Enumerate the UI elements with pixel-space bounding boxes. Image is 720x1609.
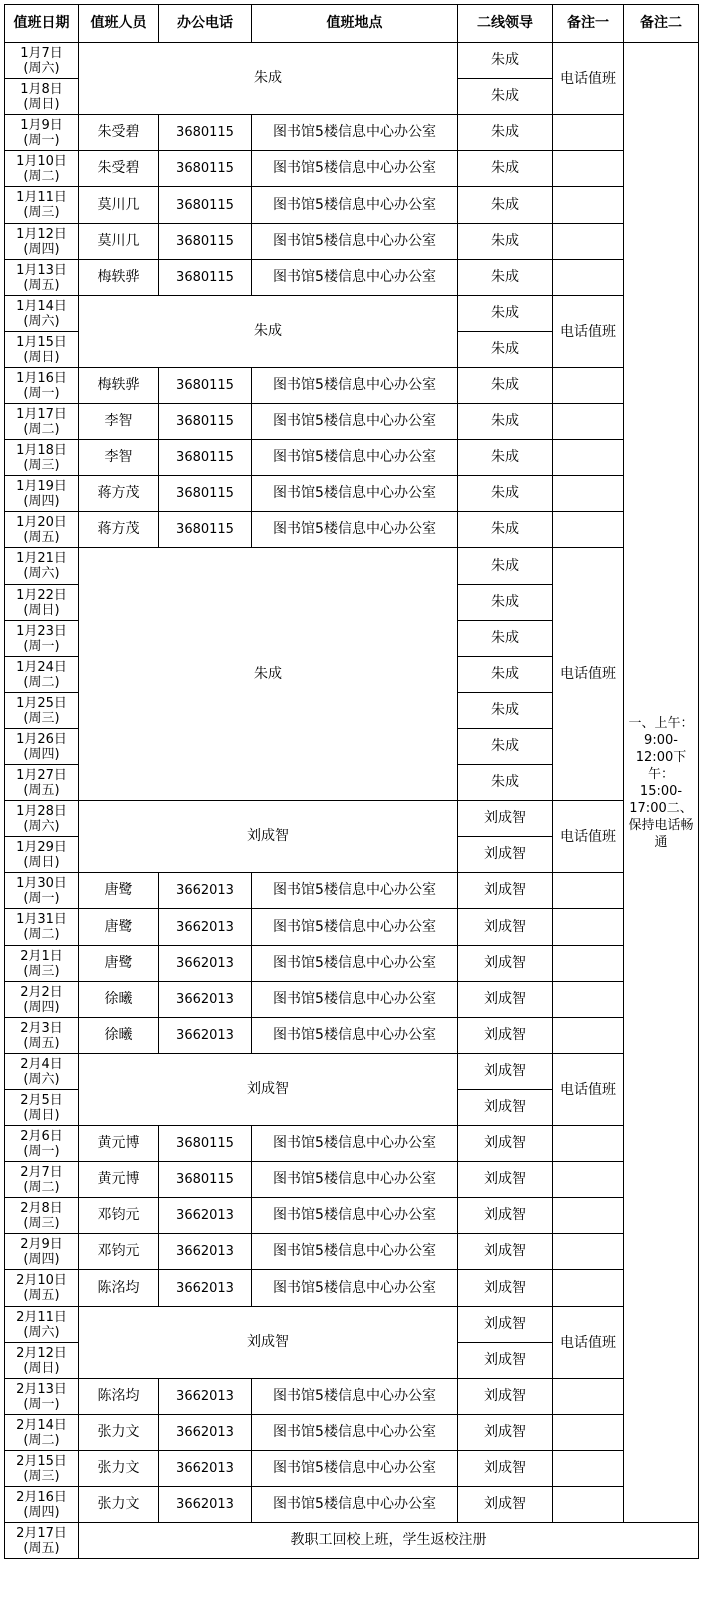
weekday-label: (周四) xyxy=(23,1251,60,1267)
second-line-leader-cell: 朱成 xyxy=(457,656,553,693)
date-label: 1月28日 xyxy=(16,803,67,819)
note1-empty-cell xyxy=(552,1125,624,1162)
note1-empty-cell xyxy=(552,1161,624,1198)
second-line-leader-cell: 刘成智 xyxy=(457,1197,553,1234)
weekday-label: (周日) xyxy=(23,1360,60,1376)
last-row-notice-cell: 教职工回校上班，学生返校注册 xyxy=(78,1522,699,1559)
date-label: 1月7日 xyxy=(20,45,63,61)
note1-empty-cell xyxy=(552,403,624,440)
duty-location-cell: 图书馆5楼信息中心办公室 xyxy=(251,439,458,476)
note1-empty-cell xyxy=(552,1414,624,1451)
date-label: 2月11日 xyxy=(16,1309,67,1325)
duty-person-cell: 陈洺均 xyxy=(78,1269,159,1307)
date-label: 2月13日 xyxy=(16,1381,67,1397)
duty-location-cell: 图书馆5楼信息中心办公室 xyxy=(251,1017,458,1054)
office-phone-cell: 3680115 xyxy=(158,223,252,260)
duty-person-cell: 李智 xyxy=(78,439,159,476)
date-label: 1月8日 xyxy=(20,81,63,97)
note1-empty-cell xyxy=(552,1017,624,1054)
date-cell xyxy=(4,223,79,260)
second-line-leader-cell: 朱成 xyxy=(457,78,553,115)
weekday-label: (周二) xyxy=(23,1432,60,1448)
second-line-leader-cell: 朱成 xyxy=(457,475,553,512)
date-label: 2月3日 xyxy=(20,1020,63,1036)
duty-person-cell: 邓钧元 xyxy=(78,1197,159,1234)
weekday-label: (周六) xyxy=(23,313,60,329)
second-line-leader-cell: 刘成智 xyxy=(457,1414,553,1451)
date-cell xyxy=(4,150,79,187)
weekday-label: (周日) xyxy=(23,1107,60,1123)
merged-duty-cell: 刘成智 xyxy=(78,1053,458,1126)
second-line-leader-cell: 朱成 xyxy=(457,584,553,621)
date-label: 1月30日 xyxy=(16,875,67,891)
second-line-leader-cell: 刘成智 xyxy=(457,1306,553,1343)
date-label: 2月6日 xyxy=(20,1128,63,1144)
date-label: 2月10日 xyxy=(16,1273,67,1288)
weekday-label: (周二) xyxy=(23,168,60,184)
second-line-leader-cell: 刘成智 xyxy=(457,1125,553,1162)
office-phone-cell: 3680115 xyxy=(158,150,252,187)
second-line-leader-cell: 朱成 xyxy=(457,692,553,729)
date-cell xyxy=(4,1306,79,1343)
second-line-leader-cell: 朱成 xyxy=(457,439,553,476)
duty-location-cell: 图书馆5楼信息中心办公室 xyxy=(251,945,458,982)
duty-person-cell: 朱受碧 xyxy=(78,114,159,151)
header-cell: 值班人员 xyxy=(78,4,159,43)
date-label: 1月18日 xyxy=(16,442,67,458)
date-label: 2月9日 xyxy=(20,1236,63,1252)
office-phone-cell: 3662013 xyxy=(158,945,252,982)
duty-person-cell: 黄元博 xyxy=(78,1125,159,1162)
duty-person-cell: 梅轶骅 xyxy=(78,259,159,296)
note1-cell: 电话值班 xyxy=(552,42,624,115)
weekday-label: (周一) xyxy=(23,1143,60,1159)
weekday-label: (周二) xyxy=(23,674,60,690)
weekday-label: (周六) xyxy=(23,60,60,76)
weekday-label: (周五) xyxy=(23,277,60,293)
weekday-label: (周二) xyxy=(23,421,60,437)
note1-cell: 电话值班 xyxy=(552,800,624,873)
second-line-leader-cell: 刘成智 xyxy=(457,836,553,873)
second-line-leader-cell: 刘成智 xyxy=(457,1450,553,1487)
date-cell xyxy=(4,42,79,79)
note1-cell: 电话值班 xyxy=(552,295,624,368)
second-line-leader-cell: 朱成 xyxy=(457,367,553,404)
weekday-label: (周五) xyxy=(23,1035,60,1051)
date-cell xyxy=(4,584,79,621)
date-cell xyxy=(4,800,79,837)
weekday-label: (周三) xyxy=(23,710,60,726)
office-phone-cell: 3662013 xyxy=(158,872,252,909)
weekday-label: (周二) xyxy=(23,927,60,942)
weekday-label: (周四) xyxy=(23,1504,60,1520)
office-phone-cell: 3662013 xyxy=(158,1197,252,1234)
date-label: 1月12日 xyxy=(16,226,67,242)
date-label: 2月1日 xyxy=(20,948,63,964)
weekday-label: (周四) xyxy=(23,493,60,509)
note1-empty-cell xyxy=(552,511,624,548)
office-phone-cell: 3662013 xyxy=(158,1378,252,1415)
second-line-leader-cell: 刘成智 xyxy=(457,1342,553,1379)
date-cell xyxy=(4,1378,79,1415)
date-cell xyxy=(4,836,79,873)
duty-location-cell: 图书馆5楼信息中心办公室 xyxy=(251,1161,458,1198)
date-label: 2月17日 xyxy=(16,1525,67,1541)
date-cell xyxy=(4,186,79,224)
duty-person-cell: 邓钧元 xyxy=(78,1233,159,1270)
date-cell xyxy=(4,764,79,801)
date-cell xyxy=(4,475,79,512)
second-line-leader-cell: 刘成智 xyxy=(457,1089,553,1126)
date-label: 2月7日 xyxy=(20,1164,63,1180)
date-label: 1月9日 xyxy=(20,117,63,133)
merged-duty-cell: 朱成 xyxy=(78,547,458,801)
weekday-label: (周五) xyxy=(23,1288,60,1303)
date-cell xyxy=(4,620,79,657)
date-label: 1月13日 xyxy=(16,262,67,278)
date-cell xyxy=(4,945,79,982)
date-label: 1月14日 xyxy=(16,298,67,314)
note1-empty-cell xyxy=(552,1197,624,1234)
office-phone-cell: 3680115 xyxy=(158,439,252,476)
note1-empty-cell xyxy=(552,1269,624,1307)
date-label: 1月17日 xyxy=(16,406,67,422)
date-cell xyxy=(4,981,79,1018)
date-cell xyxy=(4,692,79,729)
duty-location-cell: 图书馆5楼信息中心办公室 xyxy=(251,1125,458,1162)
duty-location-cell: 图书馆5楼信息中心办公室 xyxy=(251,872,458,909)
note1-empty-cell xyxy=(552,114,624,151)
date-label: 2月15日 xyxy=(16,1453,67,1469)
weekday-label: (周六) xyxy=(23,1071,60,1087)
date-label: 1月19日 xyxy=(16,478,67,494)
date-label: 2月12日 xyxy=(16,1345,67,1361)
office-phone-cell: 3662013 xyxy=(158,1450,252,1487)
date-label: 1月10日 xyxy=(16,153,67,169)
date-cell xyxy=(4,439,79,476)
date-cell xyxy=(4,1233,79,1270)
header-cell: 备注二 xyxy=(623,4,699,43)
merged-duty-cell: 刘成智 xyxy=(78,800,458,873)
second-line-leader-cell: 刘成智 xyxy=(457,945,553,982)
second-line-leader-cell: 朱成 xyxy=(457,728,553,765)
date-label: 1月16日 xyxy=(16,370,67,386)
merged-duty-cell: 朱成 xyxy=(78,295,458,368)
date-label: 1月21日 xyxy=(16,551,67,566)
office-phone-cell: 3662013 xyxy=(158,1414,252,1451)
date-cell xyxy=(4,1197,79,1234)
second-line-leader-cell: 朱成 xyxy=(457,764,553,801)
date-cell xyxy=(4,331,79,368)
weekday-label: (周三) xyxy=(23,457,60,473)
date-cell xyxy=(4,295,79,332)
duty-location-cell: 图书馆5楼信息中心办公室 xyxy=(251,1414,458,1451)
weekday-label: (周一) xyxy=(23,1396,60,1412)
merged-duty-cell: 朱成 xyxy=(78,42,458,115)
duty-location-cell: 图书馆5楼信息中心办公室 xyxy=(251,186,458,224)
note1-cell: 电话值班 xyxy=(552,547,624,801)
office-phone-cell: 3662013 xyxy=(158,1017,252,1054)
date-cell xyxy=(4,908,79,946)
second-line-leader-cell: 刘成智 xyxy=(457,1017,553,1054)
note1-empty-cell xyxy=(552,186,624,224)
weekday-label: (周五) xyxy=(23,1540,60,1556)
second-line-leader-cell: 朱成 xyxy=(457,403,553,440)
second-line-leader-cell: 刘成智 xyxy=(457,1161,553,1198)
weekday-label: (周日) xyxy=(23,602,60,618)
date-cell xyxy=(4,728,79,765)
date-label: 2月8日 xyxy=(20,1200,63,1216)
date-label: 2月4日 xyxy=(20,1056,63,1072)
duty-person-cell: 梅轶骅 xyxy=(78,367,159,404)
note1-empty-cell xyxy=(552,367,624,404)
date-cell xyxy=(4,1414,79,1451)
note1-empty-cell xyxy=(552,981,624,1018)
weekday-label: (周四) xyxy=(23,999,60,1015)
date-label: 1月23日 xyxy=(16,623,67,639)
second-line-leader-cell: 朱成 xyxy=(457,150,553,187)
header-cell: 值班日期 xyxy=(4,4,79,43)
note1-empty-cell xyxy=(552,1486,624,1523)
date-cell xyxy=(4,1089,79,1126)
weekday-label: (周六) xyxy=(23,1324,60,1340)
date-cell xyxy=(4,1486,79,1523)
duty-location-cell: 图书馆5楼信息中心办公室 xyxy=(251,1197,458,1234)
note1-empty-cell xyxy=(552,475,624,512)
weekday-label: (周四) xyxy=(23,746,60,762)
weekday-label: (周三) xyxy=(23,963,60,979)
note1-empty-cell xyxy=(552,872,624,909)
second-line-leader-cell: 刘成智 xyxy=(457,872,553,909)
date-label: 1月26日 xyxy=(16,731,67,747)
date-cell xyxy=(4,547,79,585)
date-cell xyxy=(4,1269,79,1307)
date-cell xyxy=(4,114,79,151)
date-label: 1月24日 xyxy=(16,659,67,675)
weekday-label: (周日) xyxy=(23,349,60,365)
note1-cell: 电话值班 xyxy=(552,1306,624,1379)
date-cell xyxy=(4,1342,79,1379)
office-phone-cell: 3662013 xyxy=(158,1269,252,1307)
date-label: 1月11日 xyxy=(16,190,67,205)
second-line-leader-cell: 朱成 xyxy=(457,511,553,548)
second-line-leader-cell: 刘成智 xyxy=(457,981,553,1018)
weekday-label: (周一) xyxy=(23,385,60,401)
duty-person-cell: 李智 xyxy=(78,403,159,440)
date-cell xyxy=(4,259,79,296)
duty-person-cell: 唐鹭 xyxy=(78,945,159,982)
date-label: 1月15日 xyxy=(16,334,67,350)
duty-person-cell: 蒋方茂 xyxy=(78,475,159,512)
duty-location-cell: 图书馆5楼信息中心办公室 xyxy=(251,223,458,260)
note1-empty-cell xyxy=(552,259,624,296)
weekday-label: (周一) xyxy=(23,132,60,148)
date-label: 1月27日 xyxy=(16,767,67,783)
date-label: 1月22日 xyxy=(16,587,67,603)
duty-location-cell: 图书馆5楼信息中心办公室 xyxy=(251,981,458,1018)
office-phone-cell: 3680115 xyxy=(158,511,252,548)
office-phone-cell: 3662013 xyxy=(158,981,252,1018)
duty-location-cell: 图书馆5楼信息中心办公室 xyxy=(251,1269,458,1307)
date-cell xyxy=(4,367,79,404)
weekday-label: (周五) xyxy=(23,782,60,798)
duty-person-cell: 蒋方茂 xyxy=(78,511,159,548)
second-line-leader-cell: 刘成智 xyxy=(457,1053,553,1090)
duty-person-cell: 黄元博 xyxy=(78,1161,159,1198)
duty-location-cell: 图书馆5楼信息中心办公室 xyxy=(251,475,458,512)
date-cell xyxy=(4,403,79,440)
duty-person-cell: 张力文 xyxy=(78,1450,159,1487)
weekday-label: (周四) xyxy=(23,241,60,257)
date-label: 2月16日 xyxy=(16,1489,67,1505)
office-phone-cell: 3680115 xyxy=(158,367,252,404)
date-cell xyxy=(4,78,79,115)
office-phone-cell: 3662013 xyxy=(158,908,252,946)
second-line-leader-cell: 刘成智 xyxy=(457,908,553,946)
header-cell: 办公电话 xyxy=(158,4,252,43)
weekday-label: (周一) xyxy=(23,890,60,906)
second-line-leader-cell: 刘成智 xyxy=(457,1486,553,1523)
second-line-leader-cell: 刘成智 xyxy=(457,800,553,837)
date-cell xyxy=(4,872,79,909)
second-line-leader-cell: 刘成智 xyxy=(457,1269,553,1307)
weekday-label: (周日) xyxy=(23,96,60,112)
date-cell xyxy=(4,656,79,693)
duty-person-cell: 张力文 xyxy=(78,1486,159,1523)
note2-cell: 一、上午：9:00-12:00下午：15:00-17:00二、保持电话畅通 xyxy=(623,42,699,1523)
duty-location-cell: 图书馆5楼信息中心办公室 xyxy=(251,259,458,296)
date-cell xyxy=(4,1017,79,1054)
date-cell xyxy=(4,511,79,548)
header-cell: 备注一 xyxy=(552,4,624,43)
second-line-leader-cell: 朱成 xyxy=(457,259,553,296)
duty-location-cell: 图书馆5楼信息中心办公室 xyxy=(251,1378,458,1415)
duty-person-cell: 朱受碧 xyxy=(78,150,159,187)
duty-schedule-table xyxy=(4,4,698,1605)
note1-empty-cell xyxy=(552,1450,624,1487)
note1-empty-cell xyxy=(552,223,624,260)
second-line-leader-cell: 朱成 xyxy=(457,295,553,332)
duty-location-cell: 图书馆5楼信息中心办公室 xyxy=(251,1486,458,1523)
weekday-label: (周六) xyxy=(23,818,60,834)
duty-person-cell: 徐曦 xyxy=(78,1017,159,1054)
office-phone-cell: 3662013 xyxy=(158,1486,252,1523)
date-label: 1月25日 xyxy=(16,695,67,711)
office-phone-cell: 3680115 xyxy=(158,259,252,296)
duty-location-cell: 图书馆5楼信息中心办公室 xyxy=(251,1233,458,1270)
duty-person-cell: 徐曦 xyxy=(78,981,159,1018)
date-cell xyxy=(4,1450,79,1487)
office-phone-cell: 3680115 xyxy=(158,1161,252,1198)
date-label: 1月31日 xyxy=(16,912,67,927)
note1-empty-cell xyxy=(552,150,624,187)
second-line-leader-cell: 朱成 xyxy=(457,186,553,224)
date-cell xyxy=(4,1161,79,1198)
duty-location-cell: 图书馆5楼信息中心办公室 xyxy=(251,403,458,440)
weekday-label: (周三) xyxy=(23,1215,60,1231)
weekday-label: (周二) xyxy=(23,1179,60,1195)
duty-location-cell: 图书馆5楼信息中心办公室 xyxy=(251,1450,458,1487)
office-phone-cell: 3680115 xyxy=(158,403,252,440)
header-cell: 二线领导 xyxy=(457,4,553,43)
header-cell: 值班地点 xyxy=(251,4,458,43)
second-line-leader-cell: 朱成 xyxy=(457,331,553,368)
second-line-leader-cell: 朱成 xyxy=(457,42,553,79)
duty-location-cell: 图书馆5楼信息中心办公室 xyxy=(251,511,458,548)
office-phone-cell: 3662013 xyxy=(158,1233,252,1270)
date-cell xyxy=(4,1125,79,1162)
note1-empty-cell xyxy=(552,945,624,982)
note1-empty-cell xyxy=(552,1233,624,1270)
duty-location-cell: 图书馆5楼信息中心办公室 xyxy=(251,150,458,187)
weekday-label: (周一) xyxy=(23,638,60,654)
date-label: 1月20日 xyxy=(16,514,67,530)
weekday-label: (周日) xyxy=(23,854,60,870)
second-line-leader-cell: 朱成 xyxy=(457,114,553,151)
second-line-leader-cell: 朱成 xyxy=(457,620,553,657)
weekday-label: (周五) xyxy=(23,529,60,545)
note1-empty-cell xyxy=(552,908,624,946)
weekday-label: (周三) xyxy=(23,1468,60,1484)
duty-person-cell: 唐鹭 xyxy=(78,908,159,946)
duty-location-cell: 图书馆5楼信息中心办公室 xyxy=(251,367,458,404)
note1-empty-cell xyxy=(552,439,624,476)
date-cell xyxy=(4,1522,79,1559)
date-label: 2月14日 xyxy=(16,1417,67,1433)
duty-location-cell: 图书馆5楼信息中心办公室 xyxy=(251,908,458,946)
duty-person-cell: 陈洺均 xyxy=(78,1378,159,1415)
second-line-leader-cell: 刘成智 xyxy=(457,1233,553,1270)
date-cell xyxy=(4,1053,79,1090)
second-line-leader-cell: 朱成 xyxy=(457,547,553,585)
office-phone-cell: 3680115 xyxy=(158,1125,252,1162)
date-label: 2月5日 xyxy=(20,1092,63,1108)
duty-location-cell: 图书馆5楼信息中心办公室 xyxy=(251,114,458,151)
weekday-label: (周三) xyxy=(23,205,60,220)
second-line-leader-cell: 朱成 xyxy=(457,223,553,260)
merged-duty-cell: 刘成智 xyxy=(78,1306,458,1379)
office-phone-cell: 3680115 xyxy=(158,114,252,151)
weekday-label: (周六) xyxy=(23,566,60,581)
date-label: 1月29日 xyxy=(16,839,67,855)
duty-person-cell: 张力文 xyxy=(78,1414,159,1451)
note1-cell: 电话值班 xyxy=(552,1053,624,1126)
duty-person-cell: 莫川几 xyxy=(78,186,159,224)
second-line-leader-cell: 刘成智 xyxy=(457,1378,553,1415)
date-label: 2月2日 xyxy=(20,984,63,1000)
duty-person-cell: 唐鹭 xyxy=(78,872,159,909)
note1-empty-cell xyxy=(552,1378,624,1415)
office-phone-cell: 3680115 xyxy=(158,475,252,512)
office-phone-cell: 3680115 xyxy=(158,186,252,224)
duty-person-cell: 莫川几 xyxy=(78,223,159,260)
